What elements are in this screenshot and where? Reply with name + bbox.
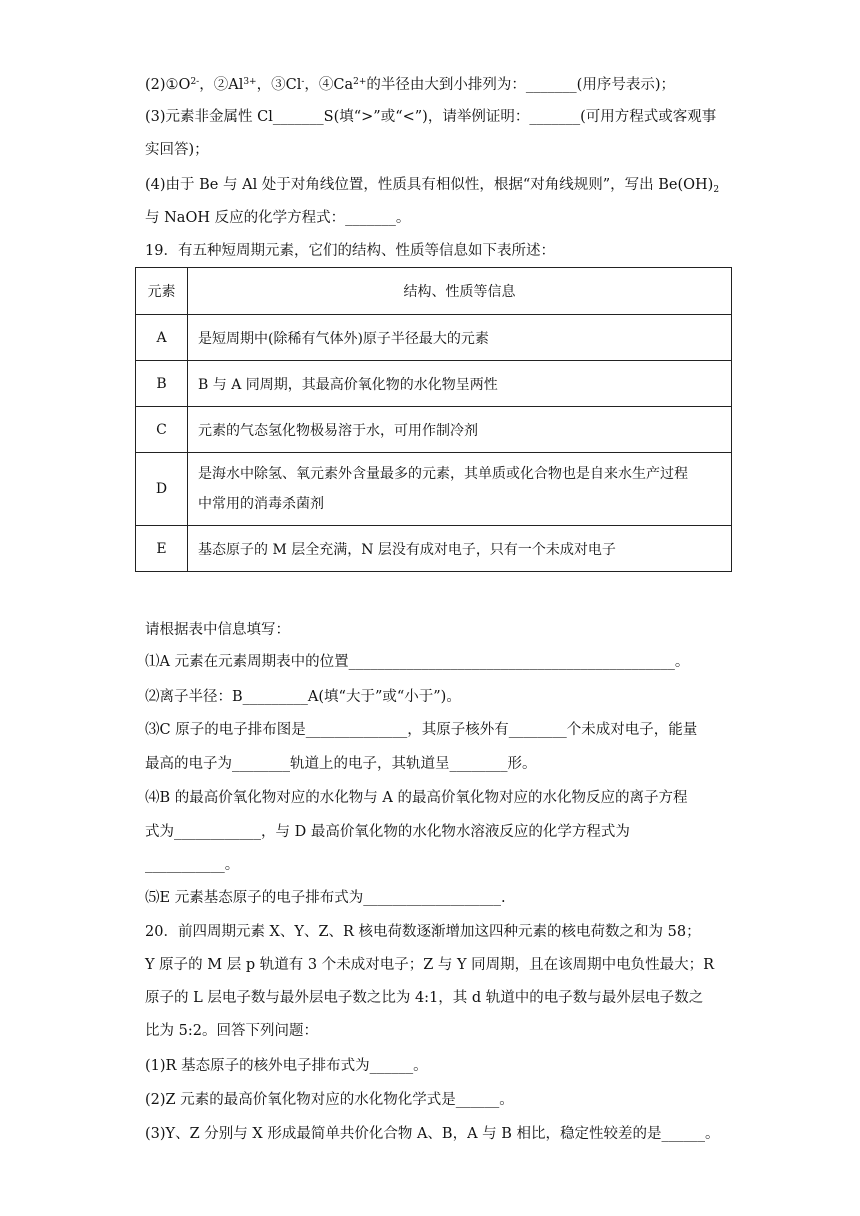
q19-fill-prompt: 请根据表中信息填写： [145, 622, 290, 638]
text: (2)①O [145, 77, 191, 93]
superscript: 2- [190, 77, 200, 87]
q18-part3-line2: 实回答)； [145, 142, 209, 158]
q18-part4-line1 [145, 175, 719, 195]
q20-sub2: (2)Z 元素的最高价氧化物对应的水化物化学式是______。 [145, 1092, 514, 1108]
q19-sub4-line1: ⑷B 的最高价氧化物对应的水化物与 A 的最高价氧化物对应的水化物反应的离子方程 [145, 790, 688, 806]
q20-line2: Y 原子的 M 层 p 轨道有 3 个未成对电子；Z 与 Y 同周期，且在该周期中电负性最大；R [145, 957, 715, 973]
q19-sub5: ⑸E 元素基态原子的电子排布式为___________________. [145, 890, 506, 906]
q19-sub4-line3: ___________。 [145, 857, 240, 873]
cell-info [188, 453, 732, 526]
cell-info: 是短周期中(除稀有气体外)原子半径最大的元素 [188, 315, 732, 361]
table-row [136, 407, 732, 453]
q20-sub3: (3)Y、Z 分别与 X 形成最简单共价化合物 A、B，A 与 B 相比，稳定性较差的是______。 [145, 1126, 720, 1142]
table-row [136, 453, 732, 526]
cell-element: C [136, 407, 188, 453]
header-info: 结构、性质等信息 [188, 268, 732, 315]
q19-sub3-line2: 最高的电子为________轨道上的电子，其轨道呈________形。 [145, 756, 537, 772]
q18-part3-line1: (3)元素非金属性 Cl_______S(填“>”或“<”)，请举例证明：_______(可用方程式或客观事 [145, 109, 717, 125]
text: ，②Al [199, 77, 244, 93]
table-header-row [136, 268, 732, 315]
q19-sub1: ⑴A 元素在元素周期表中的位置_____________________________________________。 [145, 654, 690, 670]
text: (4)由于 Be 与 Al 处于对角线位置，性质具有相似性，根据“对角线规则”，写出 Be(OH) [145, 177, 714, 193]
cell-info: 元素的气态氢化物极易溶于水，可用作制冷剂 [188, 407, 732, 453]
q20-line3: 原子的 L 层电子数与最外层电子数之比为 4:1，其 d 轨道中的电子数与最外层电子数之 [145, 990, 704, 1006]
cell-info-line2: 中常用的消毒杀菌剂 [198, 496, 324, 512]
cell-element: B [136, 361, 188, 407]
q18-part4-line2: 与 NaOH 反应的化学方程式：_______。 [145, 210, 411, 226]
element-info-table [135, 267, 732, 572]
q20-sub1: (1)R 基态原子的核外电子排布式为______。 [145, 1058, 428, 1074]
table-row [136, 361, 732, 407]
superscript: 2+ [353, 77, 367, 87]
q19-sub4-line2: 式为____________，与 D 最高价氧化物的水化物水溶液反应的化学方程式为 [145, 824, 630, 840]
text: 的半径由大到小排列为：_______(用序号表示)； [366, 77, 675, 93]
q19-sub3-line1: ⑶C 原子的电子排布图是______________，其原子核外有________个未成对电子，能量 [145, 722, 698, 738]
cell-element: A [136, 315, 188, 361]
q20-line1: 20．前四周期元素 X、Y、Z、R 核电荷数逐渐增加这四种元素的核电荷数之和为 58； [145, 924, 701, 940]
header-element: 元素 [136, 268, 188, 315]
cell-info-line1: 是海水中除氢、氧元素外含量最多的元素，其单质或化合物也是自来水生产过程 [198, 466, 688, 482]
cell-info: B 与 A 同周期，其最高价氧化物的水化物呈两性 [188, 361, 732, 407]
subscript: 2 [713, 185, 720, 195]
superscript: - [301, 77, 305, 87]
superscript: 3+ [243, 77, 257, 87]
text: ，③Cl [256, 77, 302, 93]
table-row [136, 315, 732, 361]
cell-element: E [136, 526, 188, 572]
q19-intro: 19．有五种短周期元素，它们的结构、性质等信息如下表所述： [145, 243, 555, 259]
q19-sub2: ⑵离子半径：B_________A(填“大于”或“小于”)。 [145, 689, 461, 705]
text: ，④Ca [304, 77, 354, 93]
q20-line4: 比为 5:2。回答下列问题： [145, 1023, 318, 1039]
cell-info: 基态原子的 M 层全充满，N 层没有成对电子，只有一个未成对电子 [188, 526, 732, 572]
cell-element: D [136, 453, 188, 526]
q18-part2 [145, 75, 675, 95]
table-row [136, 526, 732, 572]
